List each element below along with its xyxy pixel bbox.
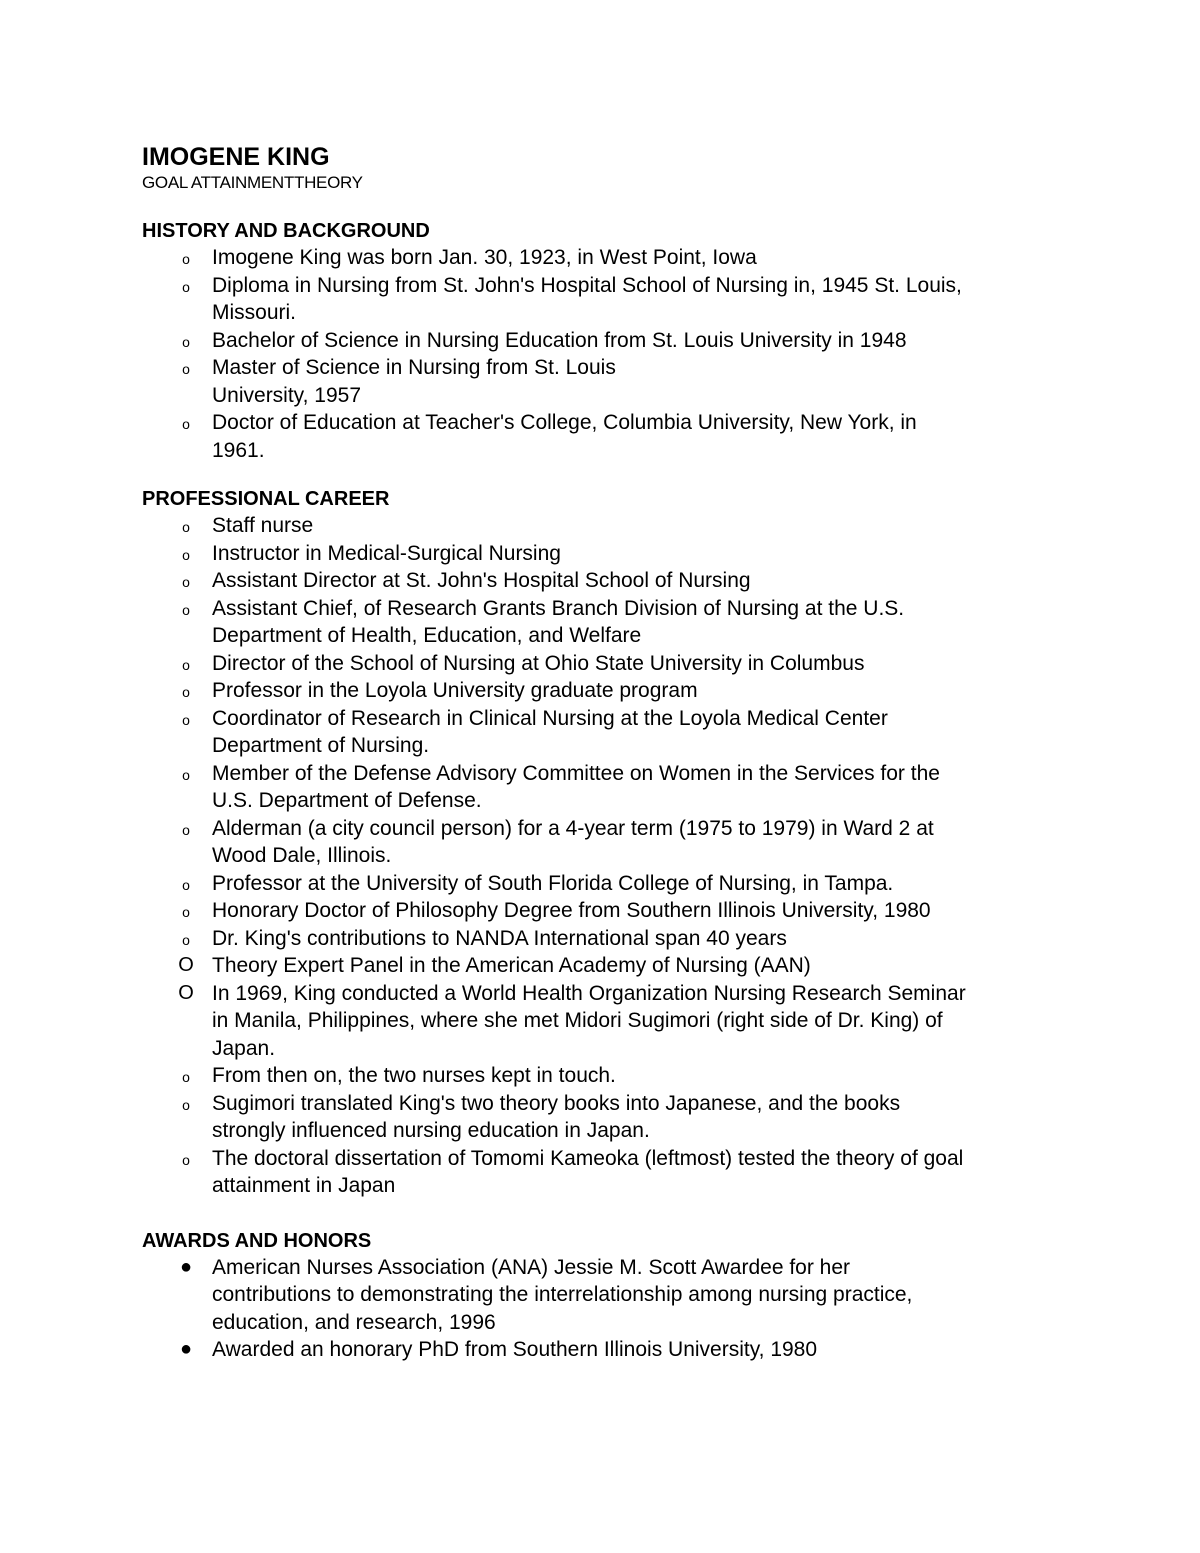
circle-bullet-icon: o <box>182 1151 190 1168</box>
list-item-line: 1961. <box>212 438 265 462</box>
list-item-line: Coordinator of Research in Clinical Nursing at the Loyola Medical Center <box>212 706 888 730</box>
circle-bullet-icon: o <box>182 904 190 920</box>
list-item <box>142 650 1082 678</box>
list-item <box>142 1062 1082 1090</box>
circle-bullet-icon: o <box>182 821 190 838</box>
circle-bullet-icon: o <box>182 656 190 673</box>
list-item-line: From then on, the two nurses kept in touch. <box>212 1064 616 1087</box>
list-item-line: Awarded an honorary PhD from Southern Illinois University, 1980 <box>212 1338 818 1361</box>
list-item <box>142 677 1082 705</box>
list-item-line: Director of the School of Nursing at Ohio State University in Columbus <box>212 651 865 675</box>
list-item-line: Assistant Director at St. John's Hospital School of Nursing <box>212 569 751 592</box>
circle-bullet-icon: o <box>182 251 190 267</box>
list-item <box>142 595 1082 650</box>
list-item-line: Department of Health, Education, and Welfare <box>212 624 642 647</box>
list-item <box>142 327 1082 355</box>
circle-bullet-icon: o <box>182 1069 190 1085</box>
list-item <box>142 925 1082 953</box>
list-item-line: Imogene King was born Jan. 30, 1923, in West Point, Iowa <box>212 246 757 269</box>
circle-bullet-icon: O <box>178 981 194 1004</box>
list-item <box>142 1336 1082 1364</box>
list-item <box>142 409 1082 464</box>
list-item-line: Instructor in Medical-Surgical Nursing <box>212 541 561 565</box>
list-item-line: Wood Dale, Illinois. <box>212 844 392 867</box>
list-item-line: Theory Expert Panel in the American Academy of Nursing (AAN) <box>212 954 811 977</box>
list-item-line: Member of the Defense Advisory Committee on Women in the Services for the <box>212 761 940 785</box>
awards-heading: AWARDS AND HONORS <box>142 1229 372 1252</box>
career-list <box>142 512 1082 1200</box>
circle-bullet-icon: o <box>182 711 190 728</box>
circle-bullet-icon: o <box>182 766 190 783</box>
circle-bullet-icon: o <box>182 519 190 535</box>
list-item <box>142 512 1082 540</box>
list-item-line: University, 1957 <box>212 383 362 407</box>
list-item-line: contributions to demonstrating the interrelationship among nursing practice, <box>212 1283 913 1306</box>
career-heading: PROFESSIONAL CAREER <box>142 488 390 510</box>
list-item <box>142 705 1082 760</box>
history-section <box>142 218 1082 464</box>
list-item-line: Assistant Chief, of Research Grants Branch Division of Nursing at the U.S. <box>212 596 905 620</box>
circle-bullet-icon: o <box>182 333 190 350</box>
list-item-line: attainment in Japan <box>212 1174 396 1197</box>
circle-bullet-icon: o <box>182 931 190 948</box>
list-item <box>142 244 1082 272</box>
list-item <box>142 1254 1082 1337</box>
circle-bullet-icon: o <box>182 1096 190 1113</box>
list-item <box>142 815 1082 870</box>
list-item <box>142 567 1082 595</box>
list-item-line: Honorary Doctor of Philosophy Degree from Southern Illinois University, 1980 <box>212 899 931 922</box>
list-item-line: Sugimori translated King's two theory books into Japanese, and the books <box>212 1091 901 1115</box>
list-item-line: Doctor of Education at Teacher's College, Columbia University, New York, in <box>212 411 917 434</box>
list-item <box>142 1090 1082 1145</box>
list-item-line: Professor at the University of South Florida College of Nursing, in Tampa. <box>212 871 894 895</box>
list-item-line: strongly influenced nursing education in Japan. <box>212 1119 650 1142</box>
circle-bullet-icon: o <box>182 601 190 618</box>
list-item <box>142 870 1082 898</box>
history-list <box>142 244 1082 464</box>
list-item-line: education, and research, 1996 <box>212 1310 496 1334</box>
circle-bullet-icon: o <box>182 361 190 377</box>
document-title: IMOGENE KING <box>142 143 330 171</box>
document-subtitle: GOAL ATTAINMENTTHEORY <box>142 173 363 192</box>
list-item-line: The doctoral dissertation of Tomomi Kameoka (leftmost) tested the theory of goal <box>212 1146 964 1170</box>
awards-list <box>142 1254 1082 1364</box>
list-item-line: Japan. <box>212 1036 276 1060</box>
awards-section <box>142 1228 1082 1364</box>
list-item-line: Alderman (a city council person) for a 4-year term (1975 to 1979) in Ward 2 at <box>212 816 934 840</box>
list-item-line: American Nurses Association (ANA) Jessie M. Scott Awardee for her <box>212 1255 851 1279</box>
list-item-line: Master of Science in Nursing from St. Louis <box>212 356 616 379</box>
list-item-line: Staff nurse <box>212 514 314 537</box>
disc-bullet-icon: ● <box>179 1338 193 1360</box>
document-page <box>142 142 1082 1364</box>
history-heading: HISTORY AND BACKGROUND <box>142 220 430 242</box>
circle-bullet-icon: o <box>182 278 190 295</box>
list-item-line: Dr. King's contributions to NANDA International span 40 years <box>212 926 787 950</box>
list-item-line: Diploma in Nursing from St. John's Hospital School of Nursing in, 1945 St. Louis, <box>212 273 962 297</box>
circle-bullet-icon: o <box>182 876 190 893</box>
circle-bullet-icon: o <box>182 684 190 700</box>
list-item <box>142 272 1082 327</box>
list-item-line: Professor in the Loyola University graduate program <box>212 679 698 702</box>
circle-bullet-icon: O <box>178 954 194 976</box>
circle-bullet-icon: o <box>182 574 190 590</box>
list-item-line: in Manila, Philippines, where she met Midori Sugimori (right side of Dr. King) of <box>212 1009 943 1032</box>
list-item-line: Missouri. <box>212 301 297 324</box>
circle-bullet-icon: o <box>182 416 190 432</box>
list-item-line: Bachelor of Science in Nursing Education from St. Louis University in 1948 <box>212 328 907 352</box>
list-item <box>142 1145 1082 1200</box>
career-section <box>142 486 1082 1200</box>
list-item <box>142 760 1082 815</box>
list-item-line: In 1969, King conducted a World Health Organization Nursing Research Seminar <box>212 981 966 1005</box>
circle-bullet-icon: o <box>182 546 190 563</box>
list-item <box>142 952 1082 980</box>
list-item-line: U.S. Department of Defense. <box>212 789 482 812</box>
list-item <box>142 354 1082 409</box>
disc-bullet-icon: ● <box>179 1255 193 1278</box>
list-item <box>142 897 1082 925</box>
list-item <box>142 540 1082 568</box>
list-item-line: Department of Nursing. <box>212 734 430 757</box>
list-item <box>142 980 1082 1063</box>
